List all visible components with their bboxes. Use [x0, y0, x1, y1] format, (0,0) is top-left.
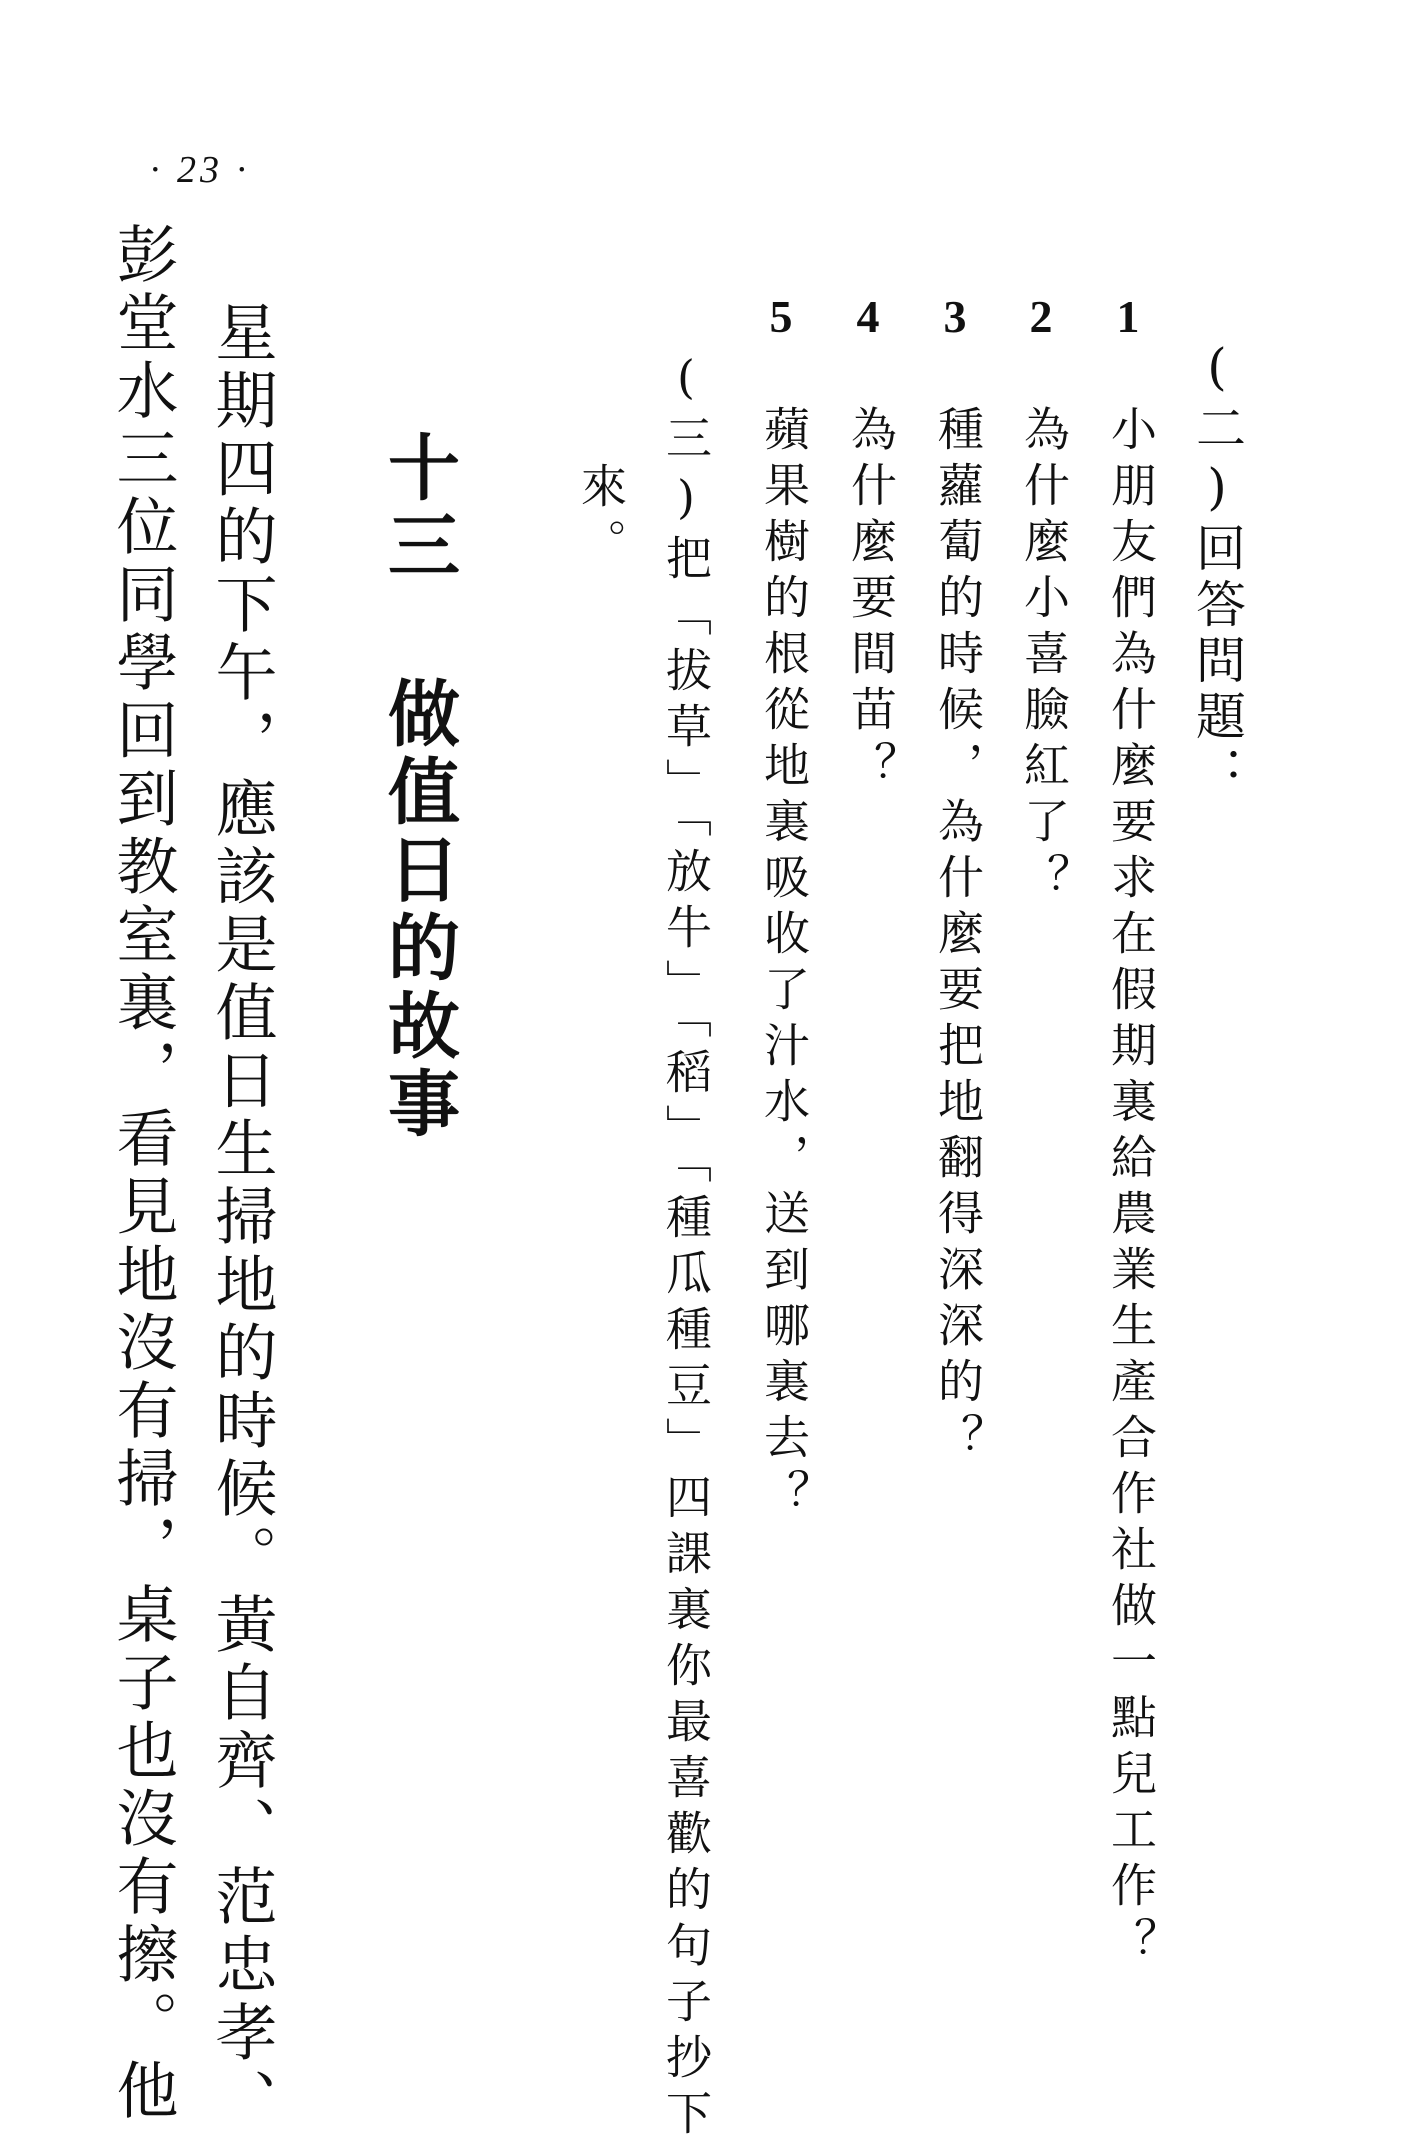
question-number-5: 5	[769, 291, 793, 342]
section-2-heading: (二)回答問題：	[1188, 338, 1246, 802]
question-text-4: 為什麼要間苗？	[844, 405, 898, 797]
question-text-5: 蘋果樹的根從地裏吸收了汁水，送到哪裏去？	[757, 405, 811, 1525]
page-number: · 23 ·	[150, 149, 250, 191]
lesson-number: 十三	[376, 430, 461, 586]
body-line-2: 彭堂水三位同學回到教室裏，看見地沒有掃，桌子也沒有擦。他	[106, 222, 179, 2126]
section-3-line-1: (三)把「拔草」「放牛」「稻」「種瓜種豆」四課裏你最喜歡的句子抄下	[659, 350, 713, 2145]
question-number-3: 3	[943, 291, 967, 342]
question-text-1: 小朋友們為什麼要求在假期裏給農業生產合作社做一點兒工作？	[1104, 405, 1158, 1973]
question-text-2: 為什麼小喜臉紅了？	[1017, 405, 1071, 909]
lesson-title-text: 做值日的故事	[376, 676, 461, 1144]
body-line-1: 星期四的下午，應該是值日生掃地的時候。黃自齊、范忠孝、	[205, 300, 278, 2136]
question-text-3: 種蘿蔔的時候，為什麼要把地翻得深深的？	[931, 405, 985, 1469]
question-number-4: 4	[856, 291, 880, 342]
section-3-line-2: 來。	[574, 462, 628, 574]
lesson-title	[376, 430, 461, 1144]
question-number-1: 1	[1116, 291, 1140, 342]
question-number-2: 2	[1029, 291, 1053, 342]
